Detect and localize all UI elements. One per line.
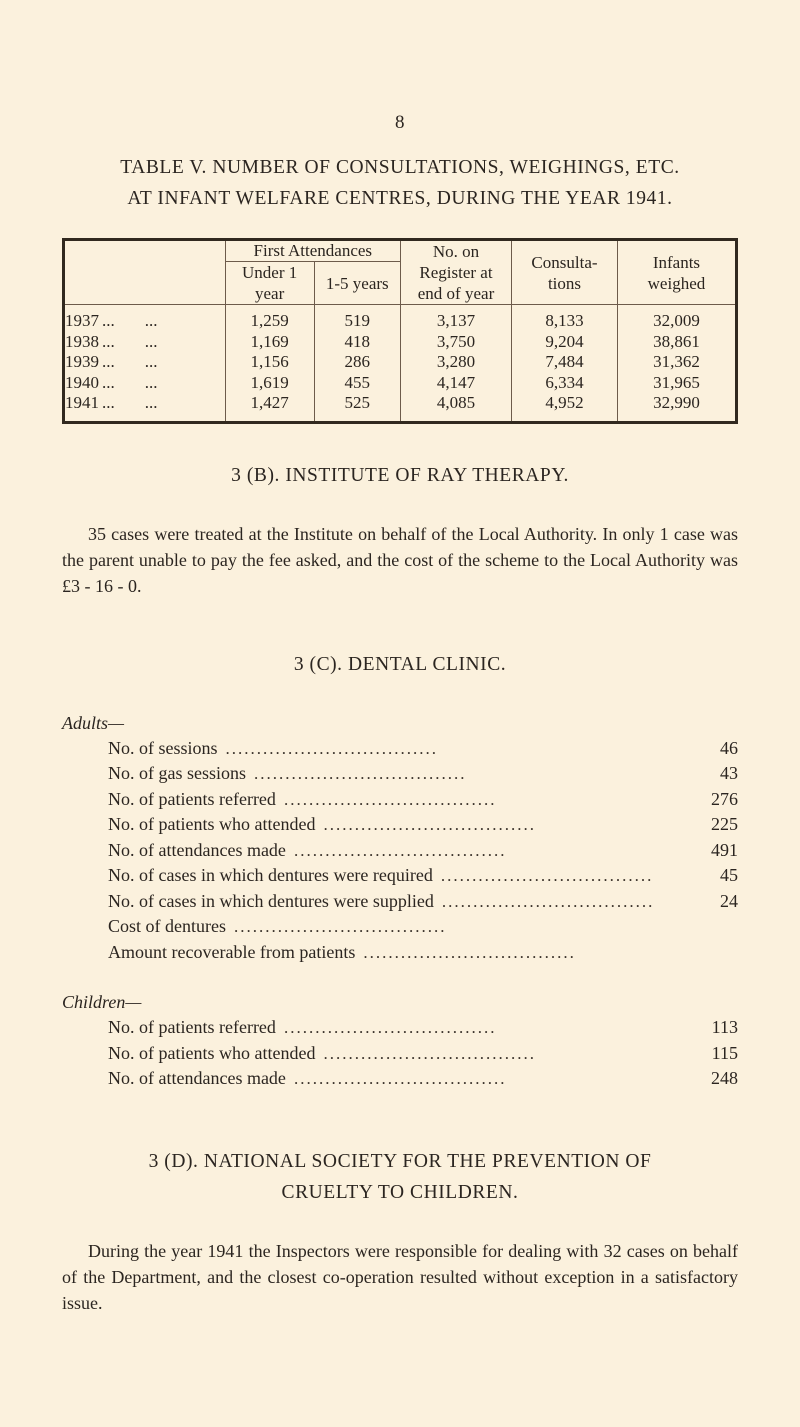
header-1-5-years: 1-5 years	[314, 262, 400, 305]
page-number: 8	[395, 112, 405, 133]
header-first-attendances: First Attendances	[225, 240, 400, 262]
list-item-value: 24	[720, 890, 738, 911]
leader-dots: ...	[144, 311, 158, 330]
table-v-container	[62, 238, 738, 424]
cell-consultations: 6,334	[512, 373, 618, 394]
row-label	[64, 332, 226, 353]
list-item-label: No. of patients referred	[108, 1017, 276, 1037]
cell-infants-weighed: 31,965	[617, 373, 736, 394]
section-b-paragraph: 35 cases were treated at the Institute on behalf of the Local Authority. In only 1 case was the parent unable to pay the fee asked, and the cost of the scheme to the Local Authority was £3 - 16 - 0.	[62, 523, 738, 596]
section-d-paragraph: During the year 1941 the Inspectors were responsible for dealing with 32 cases on behalf of the Department, and the closest co-operation resulted without exception in a satisfactory issue.	[62, 1240, 738, 1313]
cell-consultations: 7,484	[512, 352, 618, 373]
cell-consultations: 8,133	[512, 305, 618, 332]
list-item-value: 45	[720, 865, 738, 885]
table-row	[64, 305, 737, 332]
cell-under-1-year: 1,169	[225, 332, 314, 353]
table-row	[64, 393, 737, 422]
row-label	[64, 352, 226, 373]
list-item-value: 115	[711, 1042, 738, 1063]
header-register	[400, 240, 511, 305]
row-year: 1940	[65, 372, 99, 392]
section-d-title-line-2: CRUELTY TO CHILDREN.	[281, 1181, 519, 1203]
cell-1-5-years: 525	[314, 393, 400, 422]
header-register-line-1: No. on	[432, 242, 480, 261]
cell-consultations: 9,204	[512, 332, 618, 353]
cell-register: 4,147	[400, 373, 511, 394]
leader-dots: ..................................	[293, 840, 507, 860]
list-item-label: No. of patients who attended	[108, 814, 316, 834]
leader-dots: ...	[102, 372, 115, 392]
cell-register: 3,280	[400, 352, 511, 373]
row-label	[64, 393, 226, 422]
list-item-label: No. of attendances made	[108, 1068, 286, 1088]
list-item-label: No. of gas sessions	[108, 763, 246, 783]
leader-dots: ..................................	[254, 764, 467, 783]
list-item-value: 225	[711, 814, 738, 834]
header-consultations-line-2: tions	[547, 273, 582, 293]
row-year: 1938	[65, 331, 99, 351]
cell-infants-weighed: 32,990	[617, 393, 736, 422]
table-header	[64, 240, 737, 305]
list-item	[108, 889, 738, 915]
header-under-1-year: Under 1 year	[225, 262, 314, 305]
list-item-label: No. of patients referred	[108, 788, 276, 809]
list-item	[108, 787, 738, 813]
children-group-label: Children—	[62, 992, 142, 1012]
cell-1-5-years: 418	[314, 332, 400, 353]
list-item-value: 113	[711, 1017, 738, 1037]
leader-dots: ...	[144, 372, 158, 392]
leader-dots: ..................................	[233, 917, 447, 936]
cell-register: 3,750	[400, 332, 511, 353]
row-year: 1941	[65, 393, 99, 412]
list-item-label: No. of patients who attended	[108, 1042, 316, 1063]
cell-under-1-year: 1,427	[225, 393, 314, 422]
leader-dots: ..................................	[283, 789, 497, 809]
leader-dots: ..................................	[283, 1018, 497, 1037]
children-dental-list	[62, 1015, 738, 1092]
leader-dots: ..................................	[363, 942, 576, 962]
section-b-title	[62, 460, 738, 491]
list-item	[108, 1066, 738, 1092]
leader-dots: ..................................	[225, 738, 439, 758]
cell-1-5-years: 286	[314, 352, 400, 373]
table-v	[62, 238, 738, 424]
adults-dental-list	[62, 736, 738, 966]
list-item-label: No. of cases in which dentures were supplied	[108, 890, 434, 911]
cell-infants-weighed: 32,009	[617, 305, 736, 332]
list-item-label: Cost of dentures	[108, 916, 226, 936]
cell-under-1-year: 1,619	[225, 373, 314, 394]
leader-dots: ...	[102, 331, 115, 351]
leader-dots: ...	[102, 311, 115, 330]
table-header-row-group	[64, 240, 737, 262]
table-title-line-1: TABLE V. NUMBER OF CONSULTATIONS, WEIGHINGS, ETC.	[120, 157, 680, 178]
cell-register: 3,137	[400, 305, 511, 332]
list-item-value: 276	[711, 788, 738, 809]
table-row	[64, 373, 737, 394]
section-d-title-line-1: 3 (D). NATIONAL SOCIETY FOR THE PREVENTION OF	[148, 1150, 652, 1172]
header-corner-blank	[64, 240, 226, 305]
list-item	[108, 1041, 738, 1067]
leader-dots: ...	[144, 331, 158, 351]
cell-consultations: 4,952	[512, 393, 618, 422]
header-consultations-line-1: Consulta-	[531, 252, 598, 272]
section-c-title	[62, 649, 738, 680]
cell-register: 4,085	[400, 393, 511, 422]
section-b-title-line: 3 (B). INSTITUTE OF RAY THERAPY.	[231, 464, 569, 486]
header-infants-weighed-line-2: weighed	[647, 273, 706, 293]
cell-1-5-years: 519	[314, 305, 400, 332]
table-row	[64, 332, 737, 353]
list-item-value: 491	[711, 839, 738, 860]
adults-group-label: Adults—	[62, 712, 125, 733]
header-register-line-2: Register at	[419, 263, 493, 282]
list-item	[108, 838, 738, 864]
list-item	[108, 812, 738, 838]
row-year: 1937	[65, 311, 99, 330]
section-c-title-line: 3 (C). DENTAL CLINIC.	[293, 653, 507, 675]
header-infants-weighed	[617, 240, 736, 305]
list-item	[108, 1015, 738, 1041]
table-title	[62, 152, 738, 214]
cell-1-5-years: 455	[314, 373, 400, 394]
leader-dots: ..................................	[441, 891, 655, 911]
leader-dots: ...	[102, 393, 115, 412]
leader-dots: ..................................	[440, 866, 654, 885]
leader-dots: ...	[144, 352, 158, 371]
row-label	[64, 305, 226, 332]
list-item	[108, 736, 738, 762]
list-item	[108, 761, 738, 787]
table-row	[64, 352, 737, 373]
cell-under-1-year: 1,156	[225, 352, 314, 373]
list-item	[108, 914, 738, 940]
list-item-value: 248	[711, 1068, 738, 1088]
list-item	[108, 863, 738, 889]
row-year: 1939	[65, 352, 99, 371]
row-label	[64, 373, 226, 394]
list-item-label: Amount recoverable from patients	[108, 941, 356, 962]
list-item	[108, 940, 738, 966]
list-item-value: 43	[720, 763, 738, 783]
leader-dots: ...	[144, 393, 158, 412]
cell-infants-weighed: 31,362	[617, 352, 736, 373]
cell-infants-weighed: 38,861	[617, 332, 736, 353]
table-title-line-2: AT INFANT WELFARE CENTRES, DURING THE YEAR 1941.	[127, 188, 673, 209]
header-register-line-3: end of year	[417, 284, 495, 303]
section-d-title	[62, 1146, 738, 1208]
leader-dots: ..................................	[323, 1043, 536, 1063]
list-item-label: No. of attendances made	[108, 839, 286, 860]
leader-dots: ..................................	[323, 815, 536, 834]
cell-under-1-year: 1,259	[225, 305, 314, 332]
header-consultations	[512, 240, 618, 305]
table-body	[64, 305, 737, 423]
list-item-label: No. of sessions	[108, 737, 218, 758]
leader-dots: ...	[102, 352, 115, 371]
leader-dots: ..................................	[293, 1069, 507, 1088]
list-item-value: 46	[720, 737, 738, 758]
header-infants-weighed-line-1: Infants	[652, 252, 701, 272]
list-item-label: No. of cases in which dentures were required	[108, 865, 433, 885]
